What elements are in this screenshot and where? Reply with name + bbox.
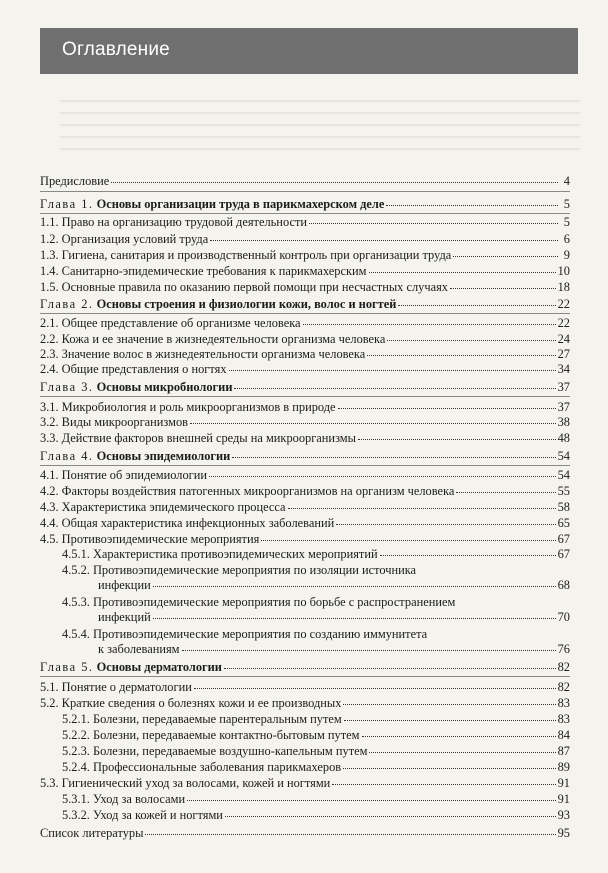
dot-leader	[367, 354, 555, 356]
dot-leader	[343, 703, 555, 705]
toc-entry-page: 4	[563, 174, 570, 188]
toc-entry-title: 1.5. Основные правила по оказанию первой помощи при несчастных случаях	[40, 280, 448, 294]
toc-entry-title: 5.3.2. Уход за кожей и ногтями	[62, 808, 223, 822]
dot-leader	[288, 507, 556, 509]
toc-section[interactable]	[40, 400, 570, 415]
toc-entry-page: 70	[557, 610, 570, 624]
dot-leader	[234, 387, 555, 389]
dot-leader	[111, 181, 558, 183]
chapter-title: Основы строения и физиологии кожи, волос и ногтей	[96, 297, 397, 311]
dot-leader	[210, 239, 558, 241]
toc-entry-page: 22	[557, 316, 570, 330]
chapter-word: Глава 4.	[40, 449, 94, 463]
dot-leader	[194, 687, 556, 689]
toc-entry-title: 5.3.1. Уход за волосами	[62, 792, 186, 806]
toc-section[interactable]	[40, 280, 570, 295]
dot-leader	[456, 491, 555, 493]
dot-leader	[338, 407, 556, 409]
page-title: Оглавление	[62, 39, 170, 60]
dot-leader	[336, 523, 555, 525]
toc-entry-page: 5	[563, 197, 570, 211]
toc-entry-title: 3.2. Виды микроорганизмов	[40, 415, 189, 429]
toc-entry-title: 5.3. Гигиенический уход за волосами, кожей и ногтями	[40, 776, 331, 790]
toc-entry-page: 83	[557, 712, 570, 726]
toc-entry-page: 48	[557, 431, 570, 445]
toc-entry-page: 34	[557, 362, 570, 376]
dot-leader	[303, 323, 556, 325]
toc-entry-page: 93	[557, 808, 570, 822]
toc-entry-title: 2.3. Значение волос в жизнедеятельности организма человека	[40, 347, 366, 361]
toc-entry-bibliography[interactable]	[40, 826, 570, 841]
toc-subsection[interactable]	[62, 760, 570, 775]
chapter-title: Основы микробиологии	[96, 380, 233, 394]
dot-leader	[190, 422, 556, 424]
chapter-title: Основы дерматологии	[96, 660, 222, 674]
toc-entry-title: 5.2.2. Болезни, передаваемые контактно-бытовым путем	[62, 728, 360, 742]
divider	[40, 191, 570, 192]
toc-entry-page: 37	[557, 380, 570, 394]
toc-section[interactable]	[40, 468, 570, 483]
toc-entry-page: 68	[557, 578, 570, 592]
toc-section[interactable]	[40, 484, 570, 499]
toc-section[interactable]	[40, 532, 570, 547]
toc-chapter-5[interactable]	[40, 660, 570, 675]
chapter-title: Основы эпидемиологии	[96, 449, 231, 463]
toc-subsection-line1: 4.5.3. Противоэпидемические мероприятия по борьбе с распространением	[62, 595, 456, 609]
divider	[40, 465, 570, 466]
toc-chapter-1[interactable]	[40, 197, 570, 212]
chapter-word: Глава 1.	[40, 197, 94, 211]
dot-leader	[153, 585, 556, 587]
chapter-word: Глава 5.	[40, 660, 94, 674]
toc-subsection[interactable]	[62, 808, 570, 823]
toc-subsection-line1: 4.5.2. Противоэпидемические мероприятия по изоляции источника	[62, 563, 417, 577]
toc-entry-title: 4.3. Характеристика эпидемического процесса	[40, 500, 286, 514]
toc-entry-page: 83	[557, 696, 570, 710]
toc-subsection[interactable]	[98, 610, 570, 625]
toc-subsection-line1: 4.5.4. Противоэпидемические мероприятия по созданию иммунитета	[62, 627, 428, 641]
toc-section[interactable]	[40, 680, 570, 695]
toc-entry-page: 82	[557, 680, 570, 694]
toc-entry-page: 9	[563, 248, 570, 262]
toc-entry-page: 6	[563, 232, 570, 246]
toc-entry-title: 3.1. Микробиология и роль микроорганизмов в природе	[40, 400, 336, 414]
toc-entry-page: 5	[563, 215, 570, 229]
toc-entry-page: 87	[557, 744, 570, 758]
toc-entry-title: 3.3. Действие факторов внешней среды на микроорганизмы	[40, 431, 356, 445]
dot-leader	[182, 649, 556, 651]
toc-section[interactable]	[40, 332, 570, 347]
dot-leader	[209, 475, 556, 477]
toc-section[interactable]	[40, 316, 570, 331]
toc-entry-page: 65	[557, 516, 570, 530]
divider	[40, 396, 570, 397]
toc-subsection[interactable]	[62, 744, 570, 759]
toc-entry-page: 55	[557, 484, 570, 498]
toc-entry-page: 67	[557, 532, 570, 546]
toc-chapter-3[interactable]	[40, 380, 570, 395]
dot-leader	[386, 204, 558, 206]
dot-leader	[450, 287, 556, 289]
dot-leader	[358, 438, 556, 440]
dot-leader	[232, 456, 555, 458]
toc-section[interactable]	[40, 362, 570, 377]
toc-entry-title: 4.2. Факторы воздействия патогенных микроорганизмов на организм человека	[40, 484, 455, 498]
dot-leader	[380, 554, 556, 556]
toc-entry-title: 5.2.1. Болезни, передаваемые парентеральным путем	[62, 712, 342, 726]
toc-entry-page: 82	[557, 660, 570, 674]
toc-entry-title: 5.2.4. Профессиональные заболевания парикмахеров	[62, 760, 342, 774]
toc-subsection[interactable]	[62, 792, 570, 807]
dot-leader	[453, 255, 558, 257]
toc-section[interactable]	[40, 248, 570, 263]
toc-chapter-2[interactable]	[40, 297, 570, 312]
toc-section[interactable]	[40, 415, 570, 430]
toc-entry-title: 1.4. Санитарно-эпидемические требования к парикмахерским	[40, 264, 367, 278]
toc-entry-title: 2.4. Общие представления о ногтях	[40, 362, 227, 376]
header-bar	[40, 28, 578, 74]
toc-entry-page: 67	[557, 547, 570, 561]
toc-entry-page: 91	[557, 776, 570, 790]
toc-entry-page: 76	[557, 642, 570, 656]
toc-entry-title: 1.3. Гигиена, санитария и производственный контроль при организации труда	[40, 248, 452, 262]
toc-section[interactable]	[40, 215, 570, 230]
toc-subsection[interactable]	[98, 642, 570, 657]
toc-entry-page: 89	[557, 760, 570, 774]
toc-entry-title: 5.1. Понятие о дерматологии	[40, 680, 192, 694]
toc-entry-page: 38	[557, 415, 570, 429]
toc-entry-title: инфекций	[98, 610, 151, 624]
toc-entry-page: 22	[557, 297, 570, 311]
toc-entry-title: 5.2. Краткие сведения о болезнях кожи и ее производных	[40, 696, 342, 710]
bleed-through-text	[60, 90, 580, 150]
dot-leader	[369, 751, 555, 753]
toc-entry-title: 2.2. Кожа и ее значение в жизнедеятельности организма человека	[40, 332, 386, 346]
toc-entry-title: 1.2. Организация условий труда	[40, 232, 209, 246]
dot-leader	[261, 539, 555, 541]
toc-entry-title: Предисловие	[40, 174, 110, 188]
toc-entry-title: Список литературы	[40, 826, 144, 840]
toc-entry-page: 84	[557, 728, 570, 742]
toc-entry-title: 5.2.3. Болезни, передаваемые воздушно-капельным путем	[62, 744, 368, 758]
toc-entry-page: 91	[557, 792, 570, 806]
dot-leader	[369, 271, 556, 273]
toc-entry-page: 95	[557, 826, 570, 840]
toc-section[interactable]	[40, 431, 570, 446]
divider	[40, 213, 570, 214]
toc-entry-title: 4.5.1. Характеристика противоэпидемических мероприятий	[62, 547, 378, 561]
dot-leader	[145, 833, 555, 835]
toc-entry-page: 10	[557, 264, 570, 278]
toc-subsection[interactable]	[62, 547, 570, 562]
dot-leader	[387, 339, 555, 341]
toc-subsection[interactable]	[98, 578, 570, 593]
toc-section[interactable]	[40, 516, 570, 531]
toc-entry-page: 18	[557, 280, 570, 294]
toc-entry-title: 1.1. Право на организацию трудовой деятельности	[40, 215, 307, 229]
toc-entry-title: к заболеваниям	[98, 642, 180, 656]
chapter-word: Глава 2.	[40, 297, 94, 311]
toc-entry-title: инфекции	[98, 578, 151, 592]
toc-section[interactable]	[40, 232, 570, 247]
dot-leader	[362, 735, 556, 737]
dot-leader	[344, 719, 556, 721]
toc-chapter-4[interactable]	[40, 449, 570, 464]
toc-section[interactable]	[40, 696, 570, 711]
dot-leader	[225, 815, 556, 817]
dot-leader	[224, 667, 556, 669]
toc-entry-preface[interactable]	[40, 174, 570, 189]
toc-entry-page: 54	[557, 449, 570, 463]
chapter-title: Основы организации труда в парикмахерском деле	[96, 197, 385, 211]
toc-entry-title: 4.5. Противоэпидемические мероприятия	[40, 532, 260, 546]
toc-section[interactable]	[40, 347, 570, 362]
dot-leader	[187, 799, 556, 801]
toc-section[interactable]	[40, 500, 570, 515]
dot-leader	[398, 304, 555, 306]
toc-entry-page: 37	[557, 400, 570, 414]
toc-entry-title: 4.4. Общая характеристика инфекционных заболеваний	[40, 516, 335, 530]
chapter-word: Глава 3.	[40, 380, 94, 394]
toc-subsection[interactable]	[62, 712, 570, 727]
toc-section[interactable]	[40, 264, 570, 279]
dot-leader	[343, 767, 555, 769]
toc-entry-page: 54	[557, 468, 570, 482]
dot-leader	[309, 222, 558, 224]
toc-entry-page: 58	[557, 500, 570, 514]
toc-entry-page: 24	[557, 332, 570, 346]
toc-entry-title: 4.1. Понятие об эпидемиологии	[40, 468, 208, 482]
divider	[40, 313, 570, 314]
dot-leader	[332, 783, 555, 785]
dot-leader	[229, 369, 556, 371]
toc-section[interactable]	[40, 776, 570, 791]
divider	[40, 676, 570, 677]
toc-subsection[interactable]	[62, 728, 570, 743]
toc-entry-title: 2.1. Общее представление об организме человека	[40, 316, 301, 330]
dot-leader	[153, 617, 556, 619]
toc-entry-page: 27	[557, 347, 570, 361]
